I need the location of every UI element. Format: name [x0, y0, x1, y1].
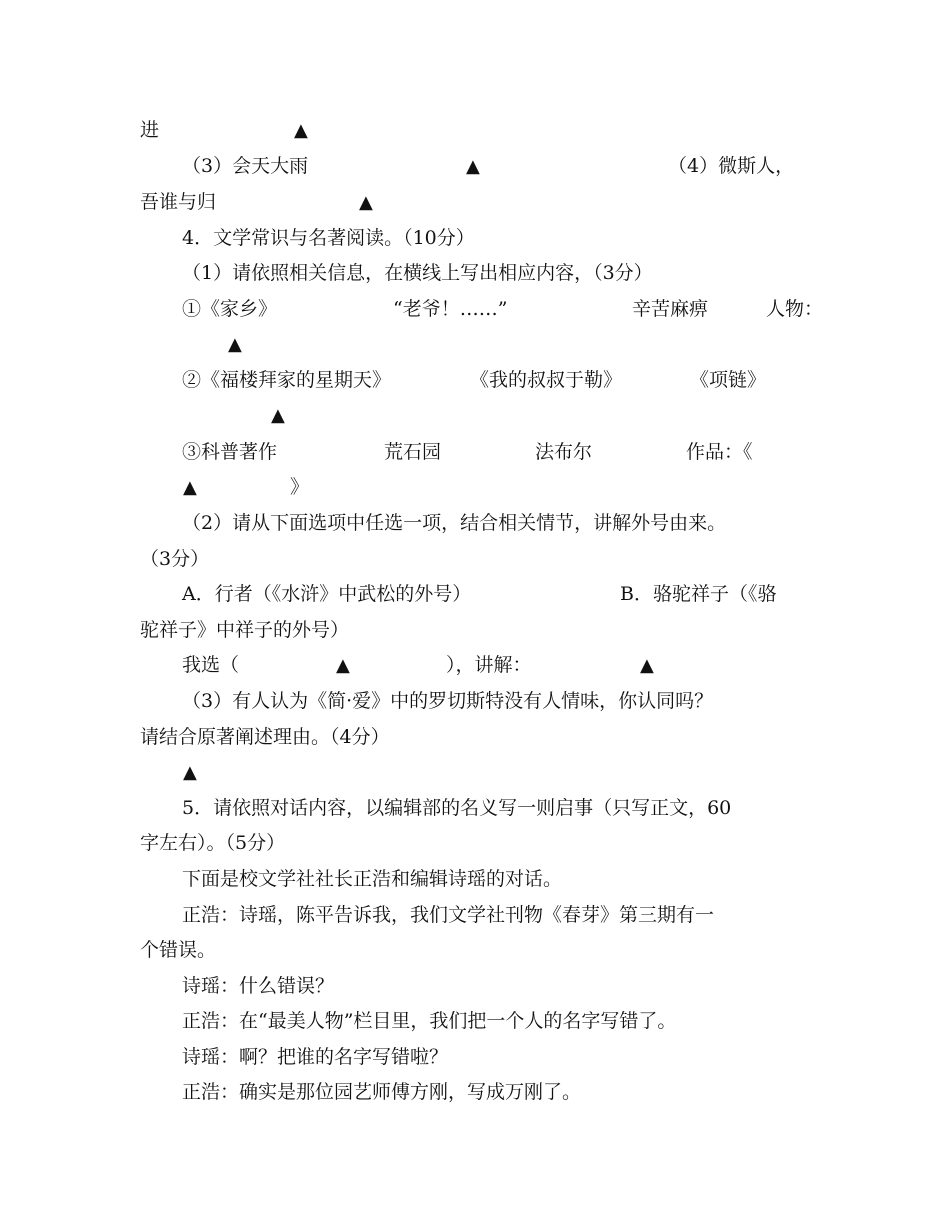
q4-part1-row1-quote: “老爷！……” — [393, 298, 508, 320]
q4-part1-row1-label: 人物： — [766, 298, 824, 320]
q4-part2-prompt-line1: （2）请从下面选项中任选一项，结合相关情节，讲解外号由来。 — [182, 512, 727, 534]
q4-part1-row3-a: ③科普著作 — [182, 441, 278, 463]
q4-part2-option-a: A．行者（《水浒》中武松的外号） — [182, 583, 472, 605]
blank-triangle-icon: ▲ — [228, 334, 242, 355]
blank-triangle-icon: ▲ — [271, 405, 285, 426]
blank-triangle-icon: ▲ — [183, 477, 197, 498]
q3-item4-tail: 吾谁与归 — [140, 191, 217, 213]
blank-triangle-icon: ▲ — [466, 156, 480, 177]
q4-part1-row3-c: 法布尔 — [535, 441, 593, 463]
q5-prompt-line1: 5．请依照对话内容，以编辑部的名义写一则启事（只写正文，60 — [182, 797, 732, 819]
q4-heading: 4．文学常识与名著阅读。（10分） — [182, 227, 475, 249]
q4-part2-option-b: B．骆驼祥子（《骆 — [620, 583, 777, 605]
q4-part2-choose-suffix: ），讲解： — [446, 654, 532, 676]
blank-triangle-icon: ▲ — [294, 120, 308, 141]
blank-triangle-icon: ▲ — [640, 655, 654, 676]
q4-part2-prompt-line2: （3分） — [140, 548, 210, 570]
q5-intro: 下面是校文学社社长正浩和编辑诗瑶的对话。 — [182, 868, 563, 890]
q4-part1-row3-close: 》 — [290, 476, 310, 498]
q5-dialogue-1-line1: 正浩：诗瑶，陈平告诉我，我们文学社刊物《春芽》第三期有一 — [182, 904, 715, 926]
q5-dialogue-5: 正浩：确实是那位园艺师傅方刚，写成万刚了。 — [182, 1081, 582, 1103]
q5-dialogue-1-line2: 个错误。 — [140, 939, 217, 961]
q4-part1-row3-b: 荒石园 — [384, 441, 442, 463]
q4-part1-row1-desc: 辛苦麻痹 — [632, 298, 709, 320]
blank-triangle-icon: ▲ — [359, 192, 373, 213]
q4-part2-choose-prefix: 我选（ — [182, 654, 240, 676]
q4-part1-row2-a: ②《福楼拜家的星期天》 — [182, 369, 392, 391]
q5-dialogue-3: 正浩：在“最美人物”栏目里，我们把一个人的名字写错了。 — [182, 1010, 677, 1032]
q5-prompt-line2: 字左右）。（5分） — [140, 832, 286, 854]
blank-triangle-icon: ▲ — [183, 762, 197, 783]
q4-part1-row3-label: 作品：《 — [686, 441, 753, 463]
q3-line1-tail: 进 — [140, 119, 160, 141]
q4-part2-option-b-tail: 驼祥子》中祥子的外号） — [140, 619, 350, 641]
q3-item4: （4）微斯人， — [668, 155, 795, 177]
q3-item3: （3）会天大雨 — [182, 155, 309, 177]
q5-dialogue-4: 诗瑶：啊？把谁的名字写错啦？ — [182, 1046, 449, 1068]
q4-part3-line2: 请结合原著阐述理由。（4分） — [140, 726, 390, 748]
q4-part3-line1: （3）有人认为《简·爱》中的罗切斯特没有人情味，你认同吗？ — [182, 690, 714, 712]
blank-triangle-icon: ▲ — [336, 655, 350, 676]
q5-dialogue-2: 诗瑶：什么错误？ — [182, 975, 335, 997]
q4-part1-prompt: （1）请依照相关信息，在横线上写出相应内容，（3分） — [182, 262, 653, 284]
q4-part1-row1-title: ①《家乡》 — [182, 298, 278, 320]
q4-part1-row2-c: 《项链》 — [690, 369, 767, 391]
q4-part1-row2-b: 《我的叔叔于勒》 — [470, 369, 623, 391]
